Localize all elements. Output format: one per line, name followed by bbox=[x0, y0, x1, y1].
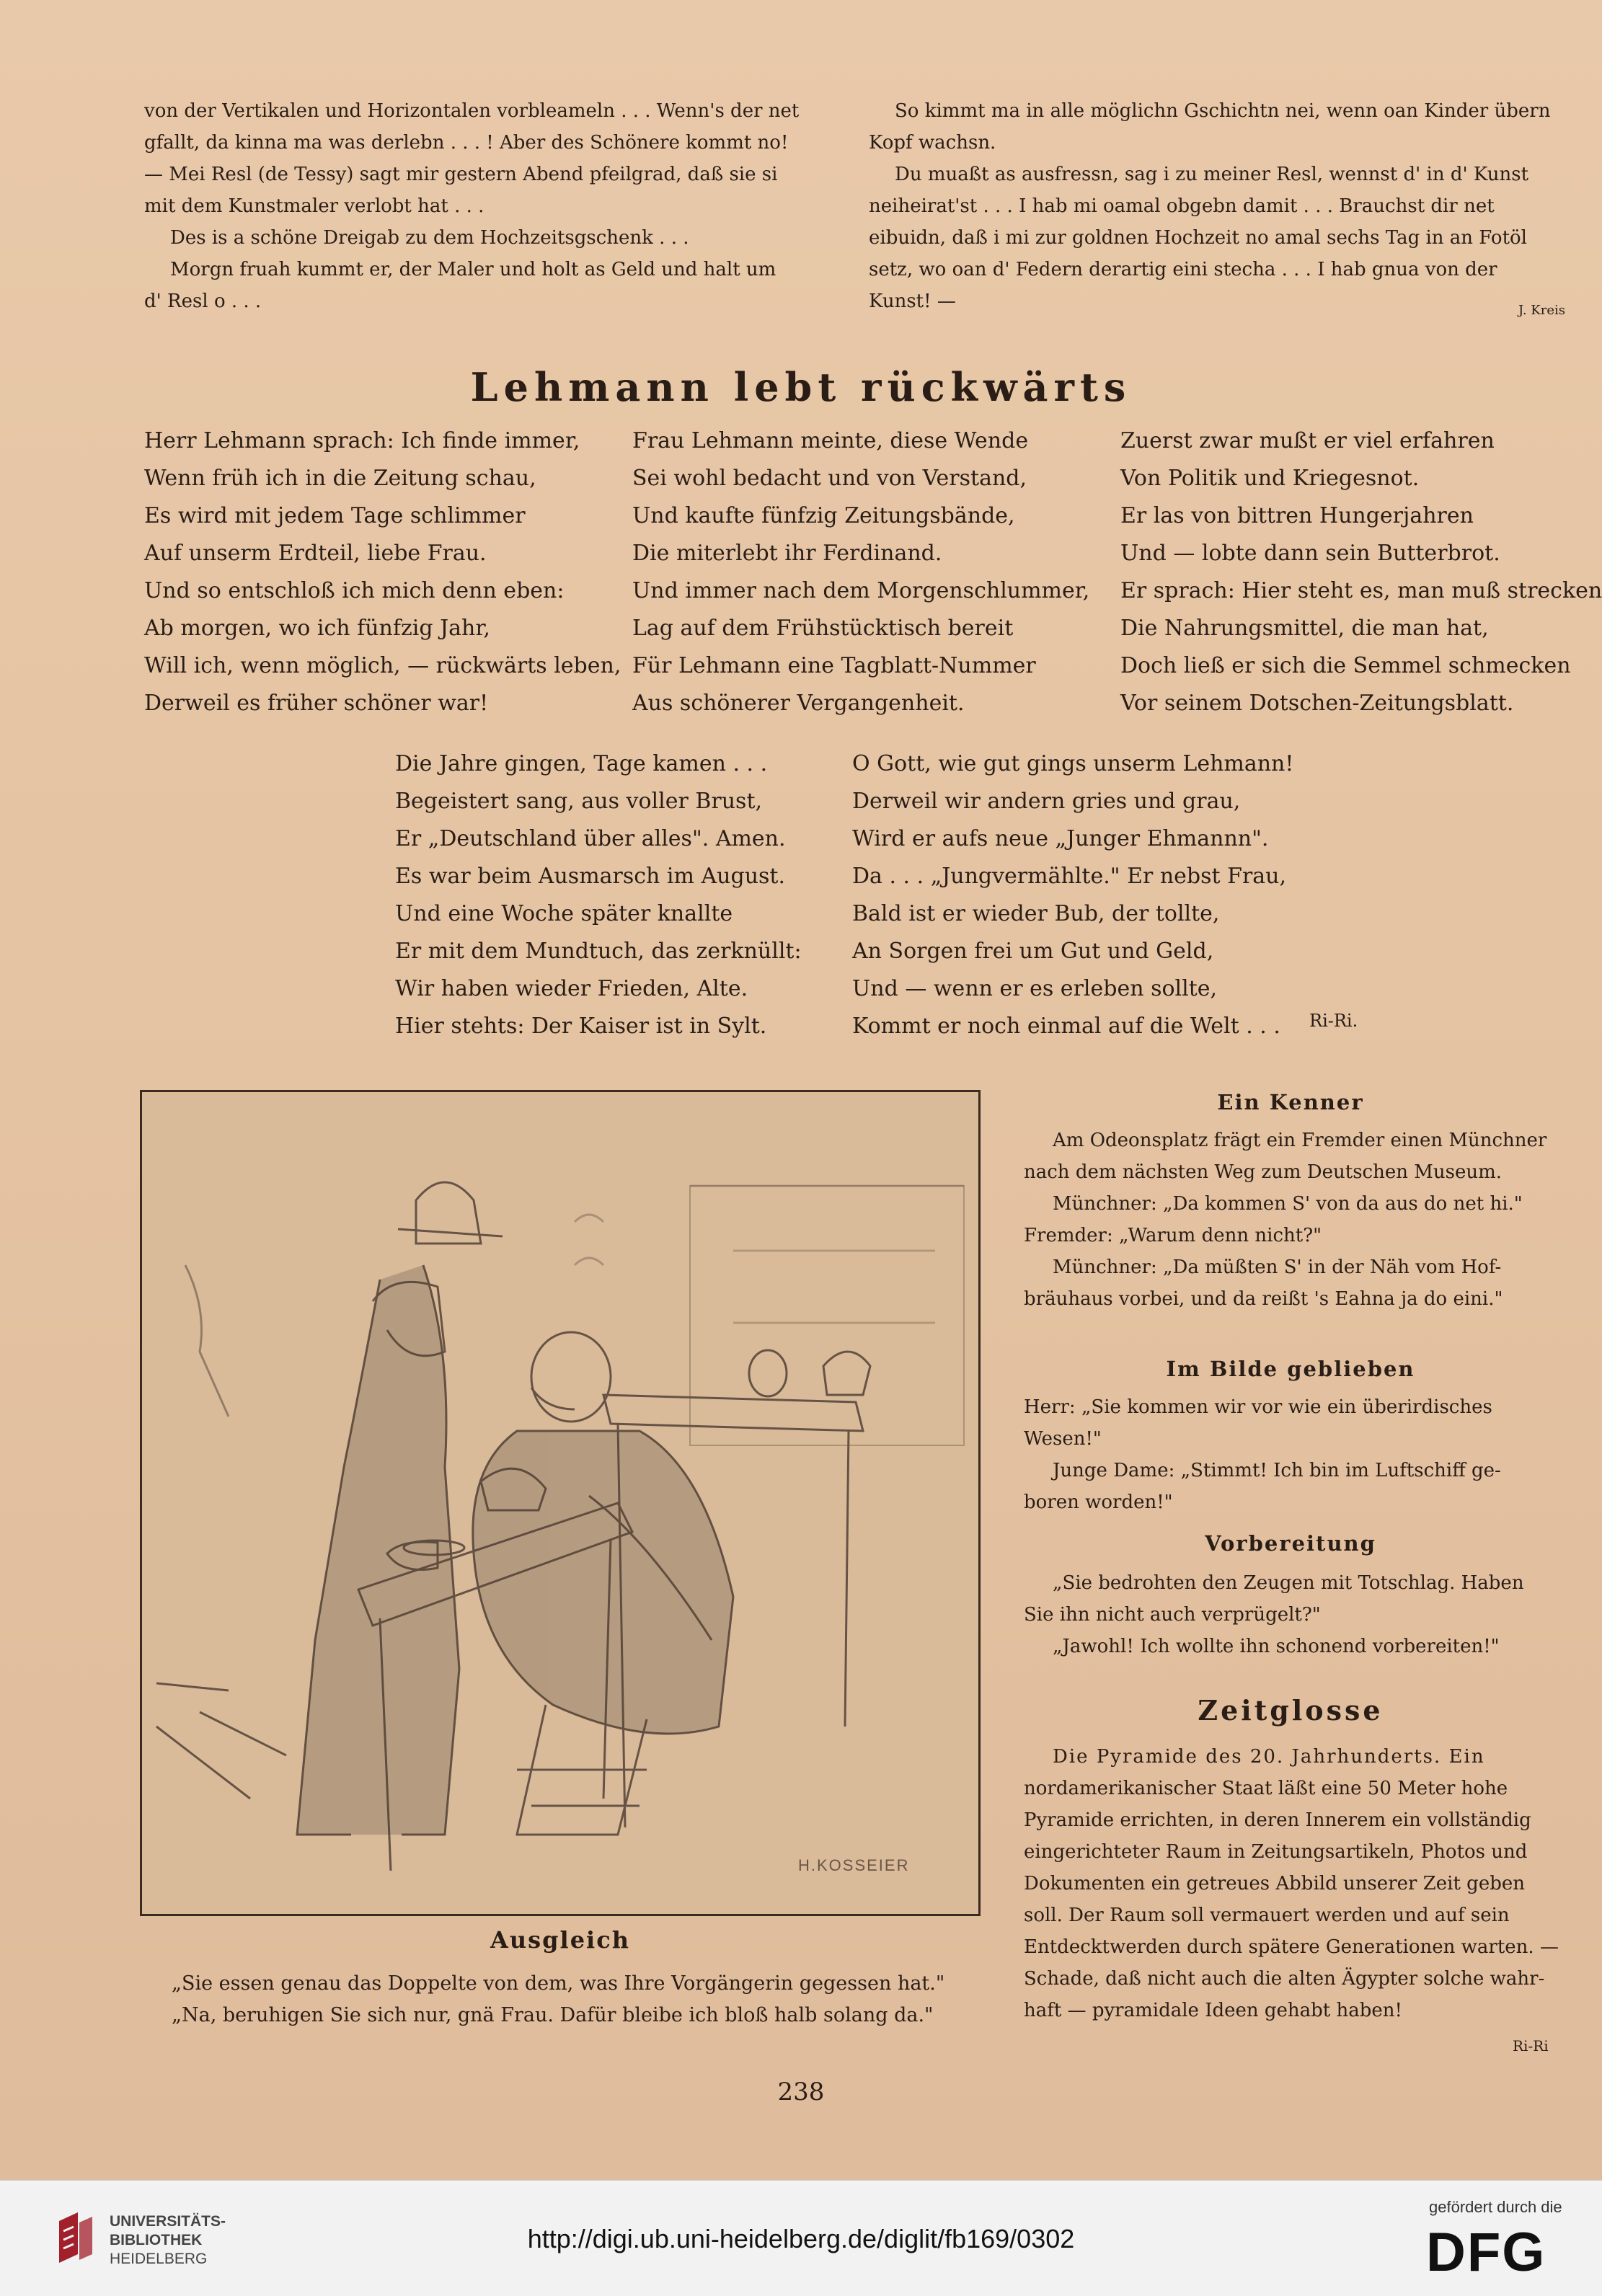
verse-line: Begeistert sang, aus voller Brust, bbox=[395, 789, 763, 814]
verse-line: Zuerst zwar mußt er viel erfahren bbox=[1120, 428, 1495, 453]
verse-line: Die miterlebt ihr Ferdinand. bbox=[632, 541, 942, 566]
text-line: Die Pyramide des 20. Jahrhunderts. Ein bbox=[1053, 1746, 1485, 1768]
author-signature: J. Kreis bbox=[1518, 303, 1565, 318]
section-title-zeitglosse: Zeitglosse bbox=[1198, 1694, 1384, 1727]
text-line: Kopf wachsn. bbox=[869, 132, 996, 154]
verse-line: Und — wenn er es erleben sollte, bbox=[852, 976, 1218, 1001]
text-line: Morgn fruah kummt er, der Maler und holt as Geld und halt um bbox=[170, 259, 776, 280]
verse-line: Wenn früh ich in die Zeitung schau, bbox=[144, 466, 536, 491]
verse-line: Derweil es früher schöner war! bbox=[144, 691, 489, 716]
text-line: eibuidn, daß i mi zur goldnen Hochzeit no amal sechs Tag in an Fotöl bbox=[869, 227, 1527, 249]
verse-line: Bald ist er wieder Bub, der tollte, bbox=[852, 901, 1220, 926]
poem-stanza-3 bbox=[1120, 422, 1602, 722]
text-line: — Mei Resl (de Tessy) sagt mir gestern Abend pfeilgrad, daß sie si bbox=[144, 164, 778, 185]
verse-line: Die Jahre gingen, Tage kamen . . . bbox=[395, 751, 768, 776]
text-line: „Jawohl! Ich wollte ihn schonend vorbereiten!" bbox=[1053, 1636, 1500, 1657]
verse-line: Kommt er noch einmal auf die Welt . . . bbox=[852, 1014, 1280, 1039]
verse-line: Und — lobte dann sein Butterbrot. bbox=[1120, 541, 1500, 566]
verse-line: Es war beim Ausmarsch im August. bbox=[395, 864, 785, 889]
verse-line: Wird er aufs neue „Junger Ehmannn". bbox=[852, 826, 1269, 851]
text-line: bräuhaus vorbei, und da reißt 's Eahna ja do eini." bbox=[1024, 1288, 1503, 1310]
verse-line: Er las von bittren Hungerjahren bbox=[1120, 503, 1474, 528]
section-title-im-bilde-geblieben: Im Bilde geblieben bbox=[1166, 1357, 1415, 1381]
text-line: haft — pyramidale Ideen gehabt haben! bbox=[1024, 2000, 1402, 2021]
verse-line: Herr Lehmann sprach: Ich finde immer, bbox=[144, 428, 580, 453]
text-line: Du muaßt as ausfressn, sag i zu meiner Resl, wennst d' in d' Kunst bbox=[895, 164, 1529, 185]
section-title-vorbereitung: Vorbereitung bbox=[1205, 1531, 1376, 1556]
text-line: Münchner: „Da müßten S' in der Näh vom Hof- bbox=[1053, 1256, 1502, 1278]
funding-note: gefördert durch die bbox=[1429, 2198, 1562, 2216]
verse-line: Es wird mit jedem Tage schlimmer bbox=[144, 503, 526, 528]
text-line: „Sie bedrohten den Zeugen mit Totschlag. Haben bbox=[1053, 1572, 1524, 1594]
verse-line: Aus schönerer Vergangenheit. bbox=[632, 691, 965, 716]
text-line: Herr: „Sie kommen wir vor wie ein überirdisches bbox=[1024, 1396, 1492, 1418]
verse-line: Und so entschloß ich mich denn eben: bbox=[144, 578, 565, 603]
text-line: d' Resl o . . . bbox=[144, 291, 262, 312]
section-title-ein-kenner: Ein Kenner bbox=[1217, 1090, 1364, 1114]
text-line: eingerichteter Raum in Zeitungsartikeln, Photos und bbox=[1024, 1841, 1528, 1863]
text-line: gfallt, da kinna ma was derlebn . . . ! Aber des Schönere kommt no! bbox=[144, 132, 789, 154]
dfg-logo: DFG bbox=[1426, 2222, 1546, 2283]
page-number: 238 bbox=[777, 2078, 825, 2106]
poem-stanza-5 bbox=[852, 745, 1293, 1045]
verse-line: Derweil wir andern gries und grau, bbox=[852, 789, 1241, 814]
text-line: Des is a schöne Dreigab zu dem Hochzeitsgschenk . . . bbox=[170, 227, 689, 249]
caption-title: Ausgleich bbox=[490, 1926, 630, 1954]
verse-line: Auf unserm Erdteil, liebe Frau. bbox=[144, 541, 487, 566]
text-line: Münchner: „Da kommen S' von da aus do net hi." bbox=[1053, 1193, 1523, 1215]
verse-line: Doch ließ er sich die Semmel schmecken bbox=[1120, 653, 1571, 678]
verse-line: Wir haben wieder Frieden, Alte. bbox=[395, 976, 748, 1001]
illustration-caption bbox=[172, 1968, 965, 2031]
verse-line: O Gott, wie gut gings unserm Lehmann! bbox=[852, 751, 1294, 776]
text-line: Junge Dame: „Stimmt! Ich bin im Luftschiff ge- bbox=[1053, 1460, 1501, 1481]
verse-line: Hier stehts: Der Kaiser ist in Sylt. bbox=[395, 1014, 767, 1039]
section-ein-kenner bbox=[1024, 1125, 1559, 1315]
illustration-ausgleich bbox=[140, 1090, 981, 1916]
text-line: soll. Der Raum soll vermauert werden und auf sein bbox=[1024, 1905, 1510, 1926]
verse-line: Für Lehmann eine Tagblatt-Nummer bbox=[632, 653, 1036, 678]
poem-signature: Ri-Ri. bbox=[1309, 1011, 1358, 1031]
library-name-line: HEIDELBERG bbox=[110, 2251, 208, 2267]
caption-line: „Na, beruhigen Sie sich nur, gnä Frau. Dafür bleibe ich bloß halb solang da." bbox=[172, 2004, 934, 2026]
poem-stanza-1 bbox=[144, 422, 621, 722]
verse-line: Er sprach: Hier steht es, man muß strecken bbox=[1120, 578, 1602, 603]
text-line: So kimmt ma in alle möglichn Gschichtn nei, wenn oan Kinder übern bbox=[895, 100, 1551, 122]
verse-line: Er „Deutschland über alles". Amen. bbox=[395, 826, 786, 851]
artist-signature: H.KOSSEIER bbox=[798, 1856, 910, 1874]
text-line: Entdecktwerden durch spätere Generationen warten. — bbox=[1024, 1936, 1559, 1958]
verse-line: Und eine Woche später knallte bbox=[395, 901, 733, 926]
section-vorbereitung bbox=[1024, 1567, 1559, 1662]
intro-left-column bbox=[144, 95, 838, 317]
sketch-drawing bbox=[142, 1092, 978, 1914]
verse-line: Vor seinem Dotschen-Zeitungsblatt. bbox=[1120, 691, 1514, 716]
poem-stanza-4 bbox=[395, 745, 802, 1045]
text-line: von der Vertikalen und Horizontalen vorbleameln . . . Wenn's der net bbox=[144, 100, 800, 122]
verse-line: Und kaufte fünfzig Zeitungsbände, bbox=[632, 503, 1015, 528]
text-line: setz, wo oan d' Federn derartig eini stecha . . . I hab gnua von der bbox=[869, 259, 1497, 280]
poem-title: Lehmann lebt rückwärts bbox=[470, 364, 1132, 410]
verse-line: Die Nahrungsmittel, die man hat, bbox=[1120, 616, 1489, 641]
library-name-line: BIBLIOTHEK bbox=[110, 2232, 203, 2248]
verse-line: Sei wohl bedacht und von Verstand, bbox=[632, 466, 1027, 491]
text-line: mit dem Kunstmaler verlobt hat . . . bbox=[144, 195, 484, 217]
verse-line: Er mit dem Mundtuch, das zerknüllt: bbox=[395, 939, 802, 964]
zeitglosse-signature: Ri-Ri bbox=[1513, 2037, 1549, 2055]
text-line: Wesen!" bbox=[1024, 1428, 1102, 1450]
text-line: Schade, daß nicht auch die alten Ägypter solche wahr- bbox=[1024, 1968, 1545, 1990]
section-zeitglosse bbox=[1024, 1741, 1559, 2026]
text-line: neiheirat'st . . . I hab mi oamal obgebn damit . . . Brauchst dir net bbox=[869, 195, 1495, 217]
verse-line: Frau Lehmann meinte, diese Wende bbox=[632, 428, 1029, 453]
verse-line: Lag auf dem Frühstücktisch bereit bbox=[632, 616, 1014, 641]
verse-line: Von Politik und Kriegesnot. bbox=[1120, 466, 1420, 491]
poem-stanza-2 bbox=[632, 422, 1089, 722]
text-line: nach dem nächsten Weg zum Deutschen Museum. bbox=[1024, 1161, 1502, 1183]
verse-line: Und immer nach dem Morgenschlummer, bbox=[632, 578, 1090, 603]
viewer-footer bbox=[0, 2180, 1602, 2296]
text-line: nordamerikanischer Staat läßt eine 50 Meter hohe bbox=[1024, 1778, 1508, 1799]
caption-line: „Sie essen genau das Doppelte von dem, was Ihre Vorgängerin gegessen hat." bbox=[172, 1972, 945, 1995]
text-line: Pyramide errichten, in deren Innerem ein vollständig bbox=[1024, 1809, 1531, 1831]
intro-right-column bbox=[869, 95, 1561, 317]
verse-line: An Sorgen frei um Gut und Geld, bbox=[852, 939, 1214, 964]
library-name-line: UNIVERSITÄTS- bbox=[110, 2213, 226, 2230]
text-line: Am Odeonsplatz frägt ein Fremder einen Münchner bbox=[1053, 1130, 1547, 1151]
verse-line: Ab morgen, wo ich fünfzig Jahr, bbox=[144, 616, 490, 641]
text-line: Kunst! — bbox=[869, 291, 956, 312]
text-line: boren worden!" bbox=[1024, 1491, 1173, 1513]
section-im-bilde-geblieben bbox=[1024, 1391, 1559, 1518]
verse-line: Will ich, wenn möglich, — rückwärts leben, bbox=[144, 653, 621, 678]
verse-line: Da . . . „Jungvermählte." Er nebst Frau, bbox=[852, 864, 1287, 889]
permalink-url[interactable]: http://digi.ub.uni-heidelberg.de/diglit/fb169/0302 bbox=[527, 2224, 1075, 2253]
text-line: Fremder: „Warum denn nicht?" bbox=[1024, 1225, 1322, 1246]
text-line: Dokumenten ein getreues Abbild unserer Zeit geben bbox=[1024, 1873, 1525, 1894]
text-line: Sie ihn nicht auch verprügelt?" bbox=[1024, 1604, 1321, 1626]
